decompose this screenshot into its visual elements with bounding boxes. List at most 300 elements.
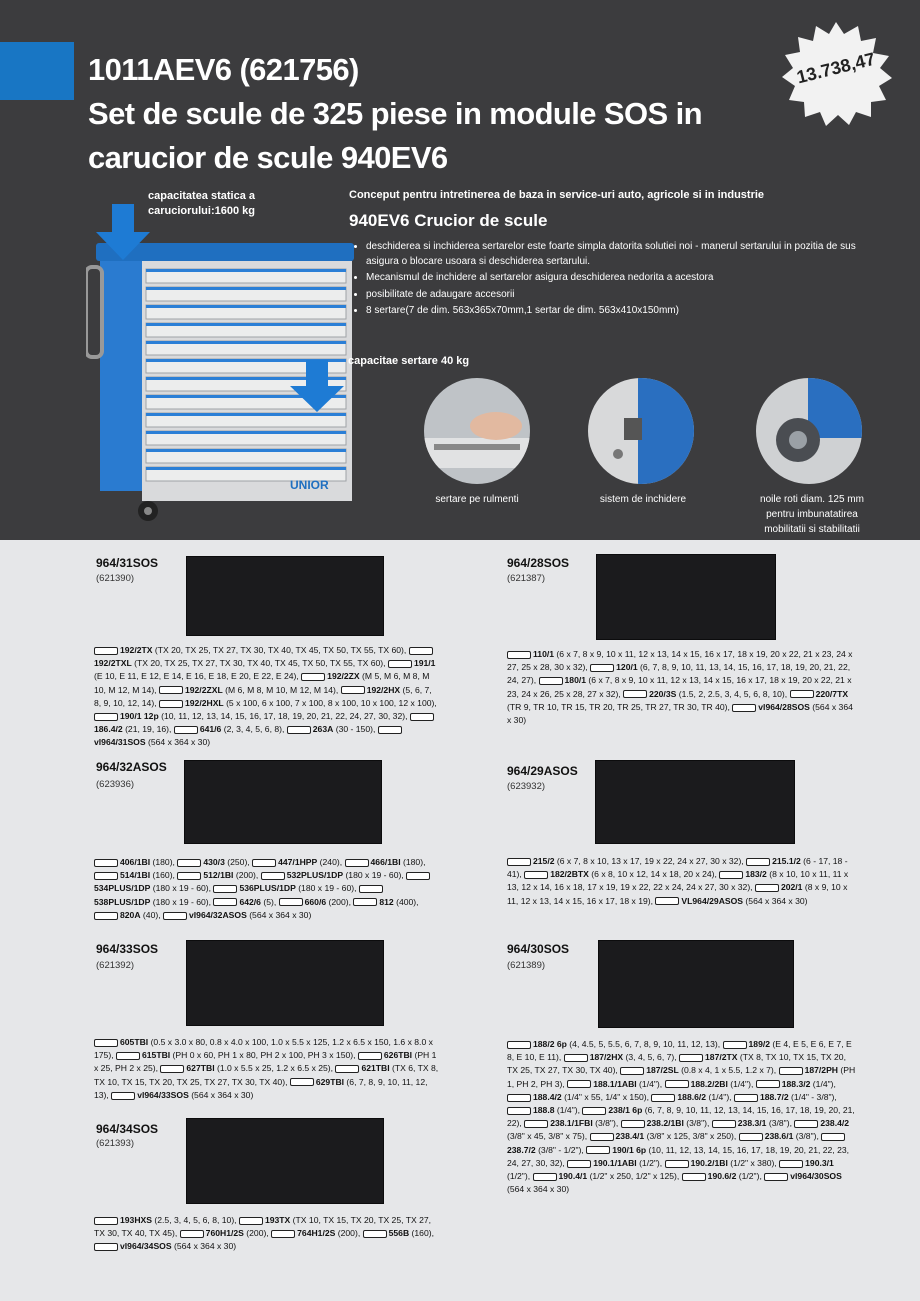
item-sizes: (0.8 x 4, 1 x 5.5, 1.2 x 7), bbox=[678, 1065, 779, 1076]
set-contents bbox=[94, 1214, 440, 1254]
tool-icon bbox=[623, 690, 647, 698]
set-id: (621387) bbox=[507, 573, 546, 584]
item-sizes: (3/8"), bbox=[766, 1118, 795, 1129]
item-sizes: (M 6, M 8, M 10, M 12, M 14), bbox=[222, 684, 341, 695]
tool-icon bbox=[655, 897, 679, 905]
item-code: 220/7TX bbox=[815, 688, 849, 699]
item-code: 190.2/1BI bbox=[690, 1157, 728, 1168]
item-sizes: (2, 3, 4, 5, 6, 8), bbox=[221, 724, 287, 735]
tool-icon bbox=[290, 1078, 314, 1086]
item-sizes: (564 x 364 x 30) bbox=[145, 737, 211, 748]
title-line-3: carucior de scule 940EV6 bbox=[88, 140, 448, 175]
tool-icon bbox=[94, 1039, 118, 1047]
tool-icon bbox=[353, 898, 377, 906]
item-code: 182/2BTX bbox=[550, 869, 589, 880]
tool-icon bbox=[94, 912, 118, 920]
detail-caption: sertare pe rulmenti bbox=[435, 494, 519, 505]
set-code: 964/31SOS bbox=[96, 556, 159, 570]
drawer-handle bbox=[146, 305, 346, 308]
item-code: 192/2TX bbox=[120, 645, 153, 655]
item-code: 192/2ZXL bbox=[184, 684, 223, 695]
tray-image bbox=[596, 554, 776, 640]
tool-icon bbox=[94, 872, 118, 880]
tool-icon bbox=[590, 1133, 614, 1141]
item-code: 538PLUS/1DP bbox=[94, 896, 151, 907]
item-code: 188.2/2BI bbox=[690, 1078, 728, 1089]
item-sizes: (1/4"), bbox=[554, 1105, 583, 1116]
tool-icon bbox=[567, 1080, 591, 1088]
set-id: (621390) bbox=[96, 573, 135, 584]
tool-icon bbox=[213, 898, 237, 906]
price-badge bbox=[776, 20, 896, 128]
drawer-capacity-label: capacitae sertare 40 kg bbox=[348, 355, 470, 367]
item-sizes: (10, 11, 12, 13, 14, 15, 16, 17, 18, 19, 20, 21, 22, 24, 27, 30, 32), bbox=[158, 711, 410, 722]
feature-item: • Mecanismul de inchidere al sertarelor asigura deschiderea nedorita a acestora bbox=[366, 271, 866, 286]
tool-icon bbox=[410, 713, 434, 721]
item-sizes: (1/2"), bbox=[636, 1157, 665, 1168]
item-sizes: (200), bbox=[326, 896, 354, 907]
set-code: 964/32ASOS bbox=[96, 760, 167, 774]
tool-icon bbox=[621, 1120, 645, 1128]
tool-icon bbox=[180, 1230, 204, 1238]
item-sizes: (6 x 8, 10 x 12, 14 x 18, 20 x 24), bbox=[588, 869, 720, 880]
tool-icon bbox=[409, 647, 433, 655]
tool-icon bbox=[213, 885, 237, 893]
tool-icon bbox=[388, 660, 412, 668]
lock-system-photo bbox=[588, 378, 694, 484]
item-sizes: (1/2"), bbox=[507, 1171, 533, 1182]
item-code: 190.3/1 bbox=[805, 1157, 834, 1168]
tool-icon bbox=[723, 1041, 747, 1049]
tool-icon bbox=[261, 872, 285, 880]
item-code: 183/2 bbox=[745, 869, 767, 880]
item-sizes: (30 - 150), bbox=[333, 724, 378, 735]
set-contents bbox=[94, 1036, 440, 1102]
item-code: 820A bbox=[120, 909, 141, 920]
item-code: 641/6 bbox=[199, 724, 222, 735]
item-code: 621TBI bbox=[361, 1063, 390, 1074]
tool-icon bbox=[94, 1217, 118, 1225]
item-sizes: (180), bbox=[150, 857, 178, 867]
tool-icon bbox=[335, 1065, 359, 1073]
tray-image bbox=[186, 556, 384, 636]
tool-icon bbox=[406, 872, 430, 880]
item-sizes: (564 x 364 x 30) bbox=[171, 1241, 237, 1252]
item-code: VL964/29ASOS bbox=[681, 895, 744, 906]
item-code: 189/2 bbox=[748, 1039, 771, 1049]
item-code: 187/2TX bbox=[705, 1052, 738, 1063]
item-code: 532PLUS/1DP bbox=[286, 870, 344, 881]
item-sizes: (400), bbox=[393, 896, 419, 907]
item-sizes: (1/4"), bbox=[727, 1078, 756, 1089]
item-code: 187/2PH bbox=[804, 1065, 839, 1076]
item-code: 627TBI bbox=[186, 1063, 215, 1074]
item-code: 190.6/2 bbox=[707, 1171, 737, 1182]
item-code: 238.4/1 bbox=[615, 1131, 645, 1142]
item-sizes: (564 x 364 x 30) bbox=[246, 909, 312, 920]
item-code: 190/1 6p bbox=[612, 1144, 647, 1155]
item-sizes: (1/4" x 55, 1/4" x 150), bbox=[561, 1091, 652, 1102]
item-sizes: (PH 0 x 60, PH 1 x 80, PH 2 x 100, PH 3 x 150), bbox=[170, 1050, 358, 1061]
item-sizes: (3/8" x 45, 3/8" x 75), bbox=[507, 1131, 590, 1142]
tool-icon bbox=[524, 1120, 548, 1128]
item-sizes: (180), bbox=[400, 857, 426, 867]
item-code: 642/6 bbox=[239, 896, 261, 907]
item-code: 512/1BI bbox=[203, 870, 234, 881]
item-code: vl964/33SOS bbox=[137, 1089, 189, 1100]
item-code: vl964/34SOS bbox=[120, 1241, 172, 1252]
item-sizes: (TR 9, TR 10, TR 15, TR 20, TR 25, TR 27, TR 30, TR 40), bbox=[507, 701, 733, 712]
item-code: 120/1 bbox=[616, 662, 638, 673]
item-sizes: (6 x 7, 8 x 10, 13 x 17, 19 x 22, 24 x 27, 30 x 32), bbox=[554, 856, 747, 866]
item-code: 238/1 6p bbox=[608, 1105, 643, 1116]
tray-image bbox=[595, 760, 795, 844]
feature-item: • 8 sertare(7 de dim. 563x365x70mm,1 sertar de dim. 563x410x150mm) bbox=[366, 304, 866, 319]
item-sizes: (TX 20, TX 25, TX 27, TX 30, TX 40, TX 45, TX 50, TX 55, TX 60), bbox=[131, 658, 388, 669]
bearing-drawer-photo bbox=[424, 378, 530, 484]
item-sizes: (250), bbox=[224, 857, 253, 867]
wheel-photo bbox=[756, 378, 862, 484]
item-sizes: (1.5, 2, 2.5, 3, 4, 5, 6, 8, 10), bbox=[676, 688, 790, 699]
item-sizes: (5 x 100, 6 x 100, 7 x 100, 8 x 100, 10 x 100, 12 x 100), bbox=[223, 697, 437, 708]
tool-icon bbox=[160, 1065, 184, 1073]
item-code: 192/2TXL bbox=[94, 658, 132, 669]
item-sizes: (1/4"), bbox=[810, 1078, 836, 1089]
item-sizes: (160), bbox=[150, 870, 178, 881]
detail-caption: noile roti diam. 125 mm pentru imbunatatirea mobilitatii si stabilitatii bbox=[760, 494, 864, 535]
tool-icon bbox=[507, 1107, 531, 1115]
item-sizes: (1.0 x 5.5 x 25, 1.2 x 6.5 x 25), bbox=[214, 1063, 336, 1074]
item-code: 192/2ZX bbox=[327, 671, 360, 682]
item-code: 466/1BI bbox=[370, 857, 401, 867]
item-code: 110/1 bbox=[533, 649, 555, 659]
item-code: 188.4/2 bbox=[533, 1091, 562, 1102]
static-capacity-label bbox=[148, 189, 298, 219]
drawer-handle bbox=[146, 287, 346, 290]
item-sizes: (0.5 x 3.0 x 80, 0.8 x 4.0 x 100, 1.0 x 5.5 x 125, 1.2 x 6.5 x 150, 1.6 x 8.0 x 175), bbox=[94, 1037, 433, 1061]
item-sizes: (564 x 364 x 30) bbox=[507, 1184, 570, 1195]
item-sizes: (6, 7, 8, 9, 10, 11, 12, 13, 14, 15, 16, 17, 18, 19, 20, 21, 22), bbox=[507, 1105, 855, 1129]
tool-icon bbox=[507, 1041, 531, 1049]
item-sizes: (40), bbox=[140, 909, 163, 920]
item-code: 188.1/1ABI bbox=[593, 1078, 637, 1089]
tool-icon bbox=[163, 912, 187, 920]
item-code: 180/1 bbox=[564, 675, 587, 686]
tool-icon bbox=[756, 1080, 780, 1088]
item-code: 220/3S bbox=[649, 688, 677, 699]
set-id: (621393) bbox=[96, 1138, 135, 1149]
tool-icon bbox=[746, 858, 770, 866]
tool-icon bbox=[177, 859, 201, 867]
item-sizes: (E 10, E 11, E 12, E 14, E 16, E 18, E 20, E 22, E 24), bbox=[94, 671, 302, 682]
item-sizes: (1/2" x 250, 1/2" x 125), bbox=[587, 1171, 682, 1182]
tool-icon bbox=[301, 673, 325, 681]
item-sizes: (PH 1 x 25, PH 2 x 25), bbox=[94, 1050, 437, 1074]
item-sizes: (8 x 10, 10 x 11, 11 x 13, 12 x 14, 16 x 18, 17 x 19, 19 x 22, 22 x 24, 24 x 27, 30 x 32), bbox=[507, 869, 849, 893]
item-sizes: (160), bbox=[409, 1228, 434, 1239]
item-sizes: (1/2" x 380), bbox=[727, 1157, 780, 1168]
tool-icon bbox=[539, 677, 563, 685]
tool-icon bbox=[794, 1120, 818, 1128]
item-sizes: (8 x 9, 10 x 11, 12 x 13, 14 x 15, 16 x 17, 18 x 19), bbox=[507, 882, 848, 906]
item-code: 187/2SL bbox=[646, 1065, 679, 1076]
feature-item: • posibilitate de adaugare accesorii bbox=[366, 288, 866, 303]
item-sizes: (180 x 19 - 60), bbox=[343, 870, 407, 881]
item-sizes: (240), bbox=[317, 857, 345, 867]
static-capacity-line-1: capacitatea statica a bbox=[148, 190, 256, 202]
item-code: 188.8 bbox=[533, 1105, 555, 1116]
tool-icon bbox=[665, 1160, 689, 1168]
item-code: 615TBI bbox=[141, 1050, 171, 1061]
tool-icon bbox=[590, 664, 614, 672]
item-sizes: (1/2"), bbox=[736, 1171, 765, 1182]
item-code: 202/1 bbox=[780, 882, 803, 893]
set-id: (621389) bbox=[507, 960, 546, 971]
item-sizes: (4, 4.5, 5, 5.5, 6, 7, 8, 9, 10, 11, 12, 13), bbox=[566, 1039, 723, 1049]
item-code: 188.6/2 bbox=[677, 1091, 707, 1102]
tool-icon bbox=[177, 872, 201, 880]
set-id: (623936) bbox=[96, 779, 135, 790]
tool-icon bbox=[755, 884, 779, 892]
drawer-handle bbox=[146, 323, 346, 326]
tool-icon bbox=[94, 713, 118, 721]
drawer-handle bbox=[146, 413, 346, 416]
tool-icon bbox=[94, 647, 118, 655]
item-code: 536PLUS/1DP bbox=[239, 883, 296, 894]
item-sizes: (5, 6, 7, 8, 9, 10, 12, 14), bbox=[94, 684, 432, 708]
item-sizes: (21, 19, 16), bbox=[122, 724, 174, 735]
item-code: 764H1/2S bbox=[297, 1228, 336, 1239]
tray-image bbox=[186, 940, 384, 1026]
tool-icon bbox=[779, 1067, 803, 1075]
item-code: 192/2HX bbox=[366, 684, 401, 695]
down-arrow-icon bbox=[290, 360, 344, 412]
item-sizes: (180 x 19 - 60), bbox=[150, 896, 214, 907]
drawer-handle bbox=[146, 269, 346, 272]
item-code: 447/1HPP bbox=[278, 857, 318, 867]
item-sizes: (180 x 19 - 60), bbox=[150, 883, 214, 894]
item-sizes: (564 x 364 x 30) bbox=[188, 1089, 254, 1100]
tool-icon bbox=[239, 1217, 263, 1225]
set-contents bbox=[507, 1038, 857, 1196]
set-contents bbox=[94, 856, 440, 922]
set-code: 964/28SOS bbox=[507, 556, 570, 570]
cart-brand: UNIOR bbox=[290, 478, 329, 492]
item-sizes: (3/8" - 1/2"), bbox=[535, 1144, 587, 1155]
item-code: 760H1/2S bbox=[205, 1228, 244, 1239]
set-contents bbox=[507, 855, 853, 908]
tool-icon bbox=[712, 1120, 736, 1128]
tool-icon bbox=[363, 1230, 387, 1238]
set-code: 964/33SOS bbox=[96, 942, 159, 956]
tool-icon bbox=[341, 686, 365, 694]
item-sizes: (10, 11, 12, 13, 14, 15, 16, 17, 18, 19, 20, 21, 22, 23, 24, 27, 30, 32), bbox=[507, 1144, 850, 1168]
item-sizes: (3/8"), bbox=[683, 1118, 712, 1129]
item-code: 187/2HX bbox=[589, 1052, 624, 1063]
title-line-1: 1011AEV6 (621756) bbox=[88, 52, 359, 87]
item-sizes: (TX 10, TX 15, TX 20, TX 25, TX 27, TX 30, TX 40, TX 45), bbox=[94, 1215, 432, 1239]
item-sizes: (6 x 7, 8 x 9, 10 x 11, 12 x 13, 14 x 15, 16 x 17, 18 x 19, 20 x 22, 21 x 23, 24 x 26, 25 x 28, 27 x 32), bbox=[507, 675, 852, 699]
item-sizes: (5), bbox=[260, 896, 279, 907]
item-sizes: (E 4, E 5, E 6, E 7, E 8, E 10, E 11), bbox=[507, 1039, 852, 1063]
feature-list bbox=[352, 240, 866, 321]
tool-icon bbox=[345, 859, 369, 867]
tool-icon bbox=[507, 858, 531, 866]
item-code: 193HXS bbox=[120, 1215, 153, 1225]
tool-icon bbox=[287, 726, 311, 734]
item-code: 193TX bbox=[264, 1215, 291, 1225]
item-code: 626TBI bbox=[383, 1050, 413, 1061]
price-value: 13.738,47 bbox=[794, 48, 878, 88]
tool-icon bbox=[682, 1173, 706, 1181]
item-code: 660/6 bbox=[304, 896, 327, 907]
tool-icon bbox=[734, 1094, 758, 1102]
item-sizes: (1/4"), bbox=[706, 1091, 734, 1102]
tool-icon bbox=[790, 690, 814, 698]
tool-icon bbox=[252, 859, 276, 867]
item-sizes: (6, 7, 8, 9, 10, 11, 13, 14, 15, 16, 17, 18, 19, 20, 21, 22, 24, 27), bbox=[507, 662, 851, 686]
item-sizes: (6, 7, 8, 9, 10, 11, 12, 13), bbox=[94, 1076, 428, 1100]
tool-icon bbox=[94, 1243, 118, 1251]
item-code: vl964/32ASOS bbox=[189, 909, 247, 920]
tool-icon bbox=[174, 726, 198, 734]
tool-icon bbox=[764, 1173, 788, 1181]
item-sizes: (TX 6, TX 8, TX 10, TX 15, TX 20, TX 25, TX 27, TX 30, TX 40), bbox=[94, 1063, 439, 1087]
tool-icon bbox=[564, 1054, 588, 1062]
set-contents bbox=[94, 644, 440, 750]
item-code: 190/1 12p bbox=[120, 711, 159, 722]
tool-icon bbox=[620, 1067, 644, 1075]
tool-icon bbox=[358, 1052, 382, 1060]
tray-image bbox=[184, 760, 382, 844]
item-code: 812 bbox=[379, 896, 394, 907]
tool-icon bbox=[159, 686, 183, 694]
item-sizes: (TX 20, TX 25, TX 27, TX 30, TX 40, TX 45, TX 50, TX 55, TX 60), bbox=[152, 645, 409, 655]
tool-icon bbox=[582, 1107, 606, 1115]
item-code: vl964/31SOS bbox=[94, 737, 146, 748]
item-sizes: (M 5, M 6, M 8, M 10, M 12, M 14), bbox=[94, 671, 430, 695]
item-code: 238.2/1BI bbox=[646, 1118, 684, 1129]
item-sizes: (564 x 364 x 30) bbox=[743, 895, 808, 906]
item-code: 263A bbox=[312, 724, 334, 735]
feature-item: • deschiderea si inchiderea sertarelor este foarte simpla datorita solutiei noi - manerul sertarului in pozitia de sus asigura o blocare usoara si deschiderea sertarului. bbox=[366, 240, 866, 269]
tool-icon bbox=[159, 700, 183, 708]
item-sizes: (TX 8, TX 10, TX 15, TX 20, TX 25, TX 27, TX 30, TX 40), bbox=[507, 1052, 846, 1076]
tool-icon bbox=[279, 898, 303, 906]
tool-icon bbox=[94, 859, 118, 867]
set-contents bbox=[507, 648, 853, 727]
set-code: 964/34SOS bbox=[96, 1122, 159, 1136]
item-code: 186.4/2 bbox=[94, 724, 123, 735]
item-code: 430/3 bbox=[203, 857, 225, 867]
tool-icon bbox=[651, 1094, 675, 1102]
tool-icon bbox=[739, 1133, 763, 1141]
item-code: 238.1/1FBI bbox=[550, 1118, 593, 1129]
item-code: 534PLUS/1DP bbox=[94, 883, 151, 894]
item-code: vl964/28SOS bbox=[758, 701, 810, 712]
item-code: 192/2HXL bbox=[184, 697, 224, 708]
detail-caption: sistem de inchidere bbox=[599, 494, 687, 505]
drawer-handle bbox=[146, 449, 346, 452]
tool-icon bbox=[679, 1054, 703, 1062]
tool-icon bbox=[719, 871, 743, 879]
tool-icon bbox=[507, 1094, 531, 1102]
item-code: 191/1 bbox=[413, 658, 436, 669]
page-title bbox=[88, 48, 728, 180]
item-sizes: (180 x 19 - 60), bbox=[295, 883, 359, 894]
item-sizes: (3/8"), bbox=[793, 1131, 822, 1142]
tool-icon bbox=[779, 1160, 803, 1168]
accent-tab bbox=[0, 42, 74, 100]
title-line-2: Set de scule de 325 piese in module SOS in bbox=[88, 96, 702, 131]
tool-icon bbox=[732, 704, 756, 712]
item-sizes: (200), bbox=[233, 870, 261, 881]
item-code: 629TBI bbox=[315, 1076, 345, 1087]
item-code: 556B bbox=[388, 1228, 410, 1239]
item-code: 188/2 6p bbox=[533, 1039, 567, 1049]
tool-icon bbox=[586, 1146, 610, 1154]
tool-icon bbox=[359, 885, 383, 893]
item-sizes: (1/4" - 3/8"), bbox=[788, 1091, 837, 1102]
tool-icon bbox=[111, 1092, 135, 1100]
item-code: 238.4/2 bbox=[820, 1118, 850, 1129]
item-sizes: (2.5, 3, 4, 5, 6, 8, 10), bbox=[152, 1215, 239, 1225]
item-sizes: (PH 1, PH 2, PH 3), bbox=[507, 1065, 856, 1089]
item-code: 238.7/2 bbox=[507, 1144, 536, 1155]
tool-icon bbox=[524, 871, 548, 879]
item-sizes: (200), bbox=[243, 1228, 272, 1239]
tool-icon bbox=[533, 1173, 557, 1181]
tool-icon bbox=[507, 651, 531, 659]
tray-image bbox=[598, 940, 794, 1028]
tool-icon bbox=[821, 1133, 845, 1141]
item-code: 188.7/2 bbox=[759, 1091, 789, 1102]
set-code: 964/30SOS bbox=[507, 942, 570, 956]
item-sizes: (1/4"), bbox=[636, 1078, 665, 1089]
item-sizes: (6 - 17, 18 - 41), bbox=[507, 856, 848, 880]
item-code: 215/2 bbox=[533, 856, 555, 866]
item-code: 215.1/2 bbox=[772, 856, 801, 866]
item-code: 190.4/1 bbox=[558, 1171, 588, 1182]
set-code: 964/29ASOS bbox=[507, 764, 578, 778]
set-id: (623932) bbox=[507, 781, 546, 792]
item-code: 514/1BI bbox=[120, 870, 151, 881]
set-id: (621392) bbox=[96, 960, 135, 971]
down-arrow-icon bbox=[96, 204, 150, 260]
item-code: 190.1/1ABI bbox=[593, 1157, 637, 1168]
tool-icon bbox=[116, 1052, 140, 1060]
item-sizes: (200), bbox=[335, 1228, 363, 1239]
item-code: 188.3/2 bbox=[781, 1078, 811, 1089]
item-sizes: (3/8" x 125, 3/8" x 250), bbox=[644, 1131, 739, 1142]
tool-icon bbox=[665, 1080, 689, 1088]
static-capacity-line-2: caruciorului:1600 kg bbox=[148, 205, 255, 217]
drawer-handle bbox=[146, 341, 346, 344]
tray-image bbox=[186, 1118, 384, 1204]
item-code: 238.3/1 bbox=[737, 1118, 767, 1129]
item-code: 605TBI bbox=[120, 1037, 149, 1047]
item-sizes: (3/8"), bbox=[592, 1118, 621, 1129]
item-code: 406/1BI bbox=[120, 857, 151, 867]
concept-text: Conceput pentru intretinerea de baza in service-uri auto, agricole si in industrie bbox=[349, 189, 765, 201]
tool-icon bbox=[378, 726, 402, 734]
item-code: 238.6/1 bbox=[764, 1131, 794, 1142]
tool-icon bbox=[271, 1230, 295, 1238]
item-sizes: (6 x 7, 8 x 9, 10 x 11, 12 x 13, 14 x 15, 16 x 17, 18 x 19, 20 x 22, 21 x 23, 24 x 27, 25 x 28, 30 x 32), bbox=[507, 649, 853, 673]
drawer-handle bbox=[146, 467, 346, 470]
cart-subtitle: 940EV6 Crucior de scule bbox=[349, 211, 548, 230]
item-sizes: (3, 4, 5, 6, 7), bbox=[623, 1052, 680, 1063]
